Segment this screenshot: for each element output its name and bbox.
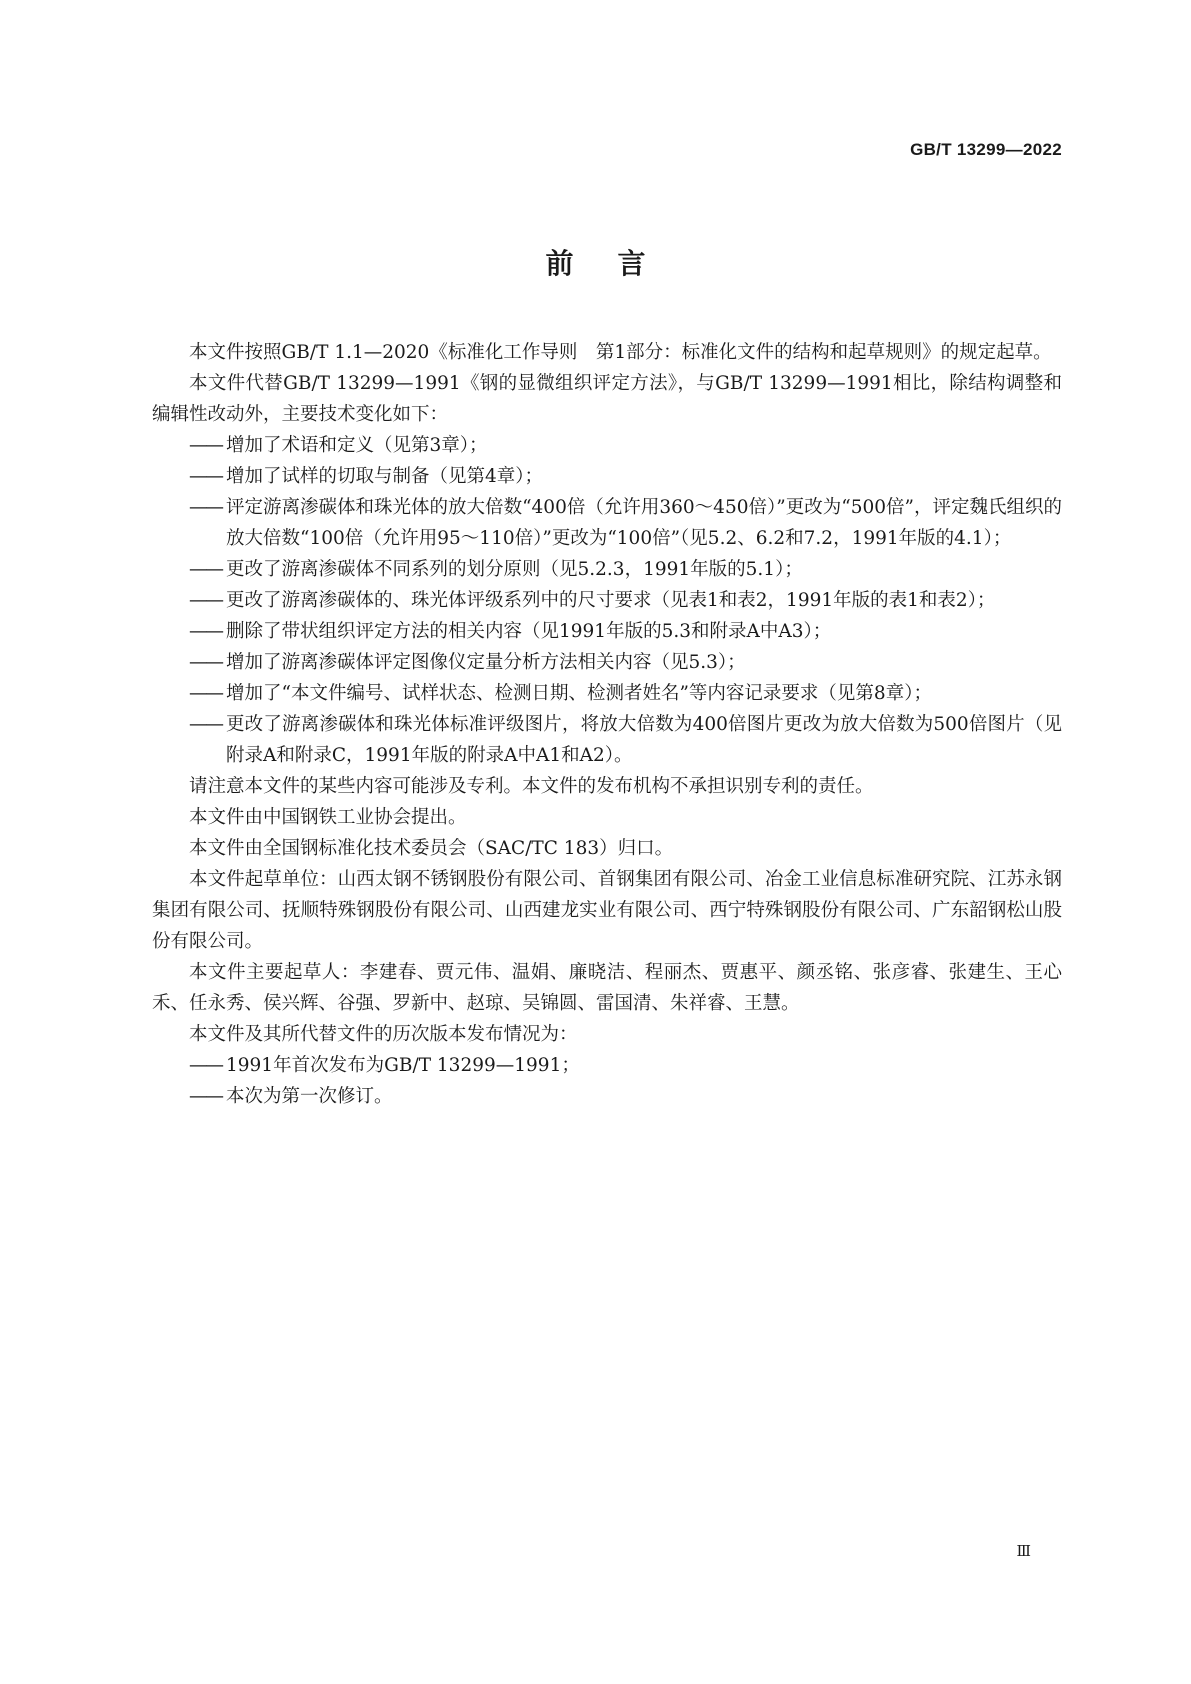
list-item-change: —— 更改了游离渗碳体和珠光体标准评级图片，将放大倍数为400倍图片更改为放大倍数为500倍图片（见附录A和附录C，1991年版的附录A中A1和A2）。 (152, 709, 1062, 771)
dash-marker: —— (189, 621, 222, 642)
dash-marker: —— (189, 683, 222, 704)
page-title: 前言 (545, 247, 690, 280)
dash-marker: —— (189, 590, 222, 611)
list-item-change: —— 增加了游离渗碳体评定图像仪定量分析方法相关内容（见5.3）； (152, 647, 1062, 678)
paragraph-version-history: 本文件及其所代替文件的历次版本发布情况为： (189, 1024, 578, 1045)
dash-marker: —— (189, 1086, 222, 1107)
dash-marker: —— (189, 652, 222, 673)
list-item-change: —— 删除了带状组织评定方法的相关内容（见1991年版的5.3和附录A中A3）； (152, 616, 1062, 647)
list-item-history: —— 1991年首次发布为GB/T 13299—1991； (152, 1050, 1062, 1081)
list-item-change: —— 更改了游离渗碳体不同系列的划分原则（见5.2.3，1991年版的5.1）； (152, 554, 1062, 585)
dash-marker: —— (189, 714, 222, 735)
list-item-change: —— 增加了试样的切取与制备（见第4章）； (152, 461, 1062, 492)
list-item-change: —— 增加了“本文件编号、试样状态、检测日期、检测者姓名”等内容记录要求（见第8章）； (152, 678, 1062, 709)
paragraph-drafters: 本文件主要起草人：李建春、贾元伟、温娟、廉晓洁、程丽杰、贾惠平、颜丞铭、张彦睿、张建生、王心禾、任永秀、侯兴辉、谷强、罗新中、赵琼、吴锦圆、雷国清、朱祥睿、王慧。 (152, 962, 1062, 1014)
dash-marker: —— (189, 559, 222, 580)
page-number: Ⅲ (1016, 1542, 1031, 1560)
dash-marker: —— (189, 466, 222, 487)
paragraph-drafting-units: 本文件起草单位：山西太钢不锈钢股份有限公司、首钢集团有限公司、冶金工业信息标准研究院、江苏永钢集团有限公司、抚顺特殊钢股份有限公司、山西建龙实业有限公司、西宁特殊钢股份有限公司、广东韶钢松山股份有限公司。 (152, 869, 1062, 952)
dash-marker: —— (189, 497, 222, 518)
dash-marker: —— (189, 435, 222, 456)
dash-marker: —— (189, 1055, 222, 1076)
preface-body (152, 337, 1062, 1112)
list-item-history: —— 本次为第一次修订。 (152, 1081, 1062, 1112)
list-item-change: —— 增加了术语和定义（见第3章）； (152, 430, 1062, 461)
list-item-change: —— 评定游离渗碳体和珠光体的放大倍数“400倍（允许用360～450倍）”更改为“500倍”，评定魏氏组织的放大倍数“100倍（允许用95～110倍）”更改为“100倍”（见5.2、6.2和7.2，1991年版的4.1）； (152, 492, 1062, 554)
list-item-change: —— 更改了游离渗碳体的、珠光体评级系列中的尺寸要求（见表1和表2，1991年版的表1和表2）； (152, 585, 1062, 616)
paragraph-drafting-rules: 本文件按照GB/T 1.1—2020《标准化工作导则 第1部分：标准化文件的结构和起草规则》的规定起草。 (189, 342, 1052, 363)
paragraph-replacement: 本文件代替GB/T 13299—1991《钢的显微组织评定方法》，与GB/T 13299—1991相比，除结构调整和编辑性改动外，主要技术变化如下： (152, 373, 1062, 425)
standard-code: GB/T 13299—2022 (910, 140, 1062, 159)
paragraph-technical-committee: 本文件由全国钢标准化技术委员会（SAC/TC 183）归口。 (189, 838, 674, 859)
paragraph-patent-notice: 请注意本文件的某些内容可能涉及专利。本文件的发布机构不承担识别专利的责任。 (189, 776, 874, 797)
paragraph-proposed-by: 本文件由中国钢铁工业协会提出。 (189, 807, 467, 828)
